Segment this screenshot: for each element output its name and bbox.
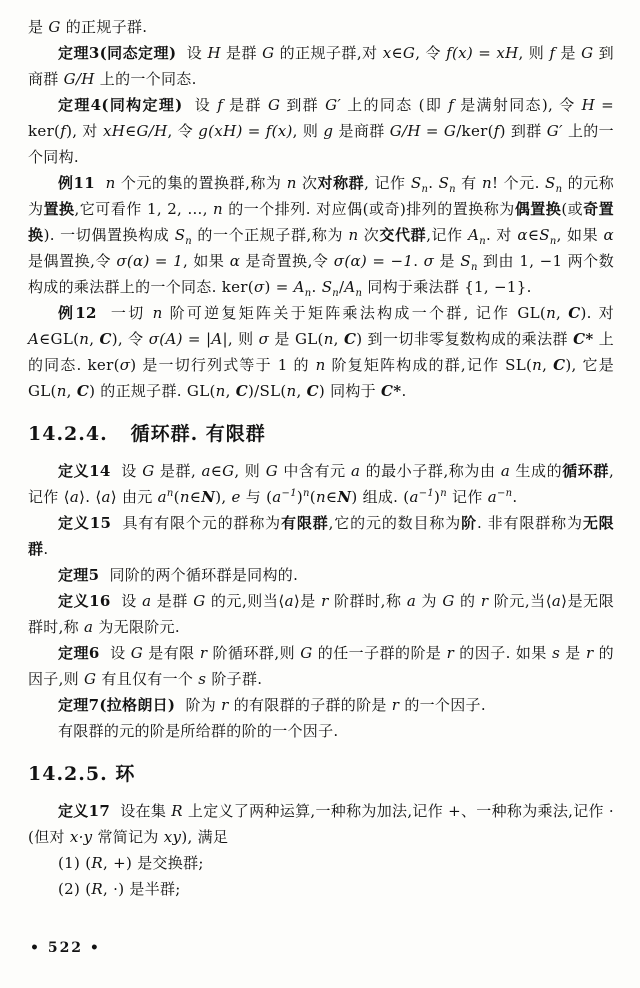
text-segment: 的最小子群,称为由 [360, 462, 501, 480]
text-segment: , [333, 330, 344, 348]
text-segment: σ [423, 252, 435, 270]
text-segment: a [351, 462, 361, 480]
text-segment: , 则 [234, 462, 266, 480]
text-segment: . [311, 278, 322, 296]
text-segment: ) 是一切行列式等于 1 的 [130, 356, 316, 374]
text-segment: a [409, 488, 419, 506]
text-segment: 记作 [446, 488, 488, 506]
text-segment: r [321, 592, 329, 610]
text-segment: ⟩是无限群时,称 [28, 592, 614, 636]
text-segment: R [91, 854, 103, 872]
text-segment: a [284, 592, 294, 610]
text-segment: x·y [69, 828, 93, 846]
text-segment: , 如果 [556, 226, 604, 244]
text-segment: n [152, 304, 163, 322]
text-segment: n [185, 236, 193, 247]
text-segment: C [99, 330, 112, 348]
text-segment: R [171, 802, 183, 820]
text-segment: α [603, 226, 614, 244]
text-segment: C [235, 382, 248, 400]
text-segment: . [413, 252, 424, 270]
text-segment: n [555, 184, 563, 195]
text-segment: G [265, 462, 279, 480]
text-segment: 是奇置换,令 [240, 252, 334, 270]
text-segment: 的元称为 [28, 174, 615, 218]
text-segment: a [84, 618, 94, 636]
text-segment: )/SL( [247, 382, 287, 400]
text-segment: 是 GL( [269, 330, 324, 348]
text-segment: G [193, 592, 206, 610]
text-segment: n [215, 382, 226, 400]
text-segment: . [512, 488, 518, 506]
text-segment: n [482, 174, 492, 192]
text-segment: 是群 [151, 592, 194, 610]
text-segment: ), 满足 [181, 828, 229, 846]
text-segment: 阶可逆复矩阵关于矩阵乘法构成一个群, 记作 GL( [162, 304, 547, 322]
text-segment: C [306, 382, 319, 400]
text-segment: 个元的集的置换群,称为 [115, 174, 287, 192]
text-segment: 设 [176, 44, 208, 62]
text-segment: S [410, 174, 422, 192]
text-segment: (2) ( [58, 880, 92, 898]
text-segment: 设在集 [110, 802, 172, 820]
paragraph [28, 876, 614, 902]
text-segment: 同阶的两个循环群是同构的. [99, 566, 299, 584]
text-segment: 次 [358, 226, 380, 244]
text-segment: ) 的正规子群. GL( [89, 382, 216, 400]
text-segment: . [43, 540, 49, 558]
paragraph [28, 850, 614, 876]
text-segment: ! 个元. [491, 174, 546, 192]
text-segment: , 则 [227, 330, 259, 348]
text-segment: 奇置换 [28, 200, 614, 244]
text-segment: H [581, 96, 596, 114]
text-segment: (1) ( [58, 854, 92, 872]
text-segment: r [199, 644, 208, 662]
text-segment: n [532, 356, 543, 374]
text-segment: f(x) = xH [446, 44, 519, 62]
text-segment: . 对 [486, 226, 518, 244]
text-segment: G [142, 462, 155, 480]
text-segment: σ [258, 330, 270, 348]
paragraph [28, 798, 614, 850]
text-segment: ,它的元的数目称为 [328, 514, 462, 532]
text-segment: 设 [110, 462, 143, 480]
text-segment: , [542, 356, 554, 374]
text-segment: , [89, 330, 100, 348]
paragraph [28, 92, 614, 170]
text-segment: C* [573, 330, 594, 348]
text-segment: S [460, 252, 471, 270]
paragraph [28, 14, 614, 40]
text-segment: S [438, 174, 450, 192]
text-segment: . 非有限群称为 [476, 514, 583, 532]
text-segment: f [448, 96, 455, 114]
text-segment: ∈GL( [39, 330, 80, 348]
text-segment: 是满射同态), 令 [454, 96, 582, 114]
text-segment: = ker( [28, 96, 614, 140]
text-segment: 阶元,当⟨ [488, 592, 552, 610]
text-segment: 置换 [43, 200, 75, 218]
text-segment: 偶置换 [514, 200, 562, 218]
text-segment: 循环群. 有限群 [107, 423, 266, 445]
text-segment: 一切 [96, 304, 153, 322]
text-segment: n [315, 488, 326, 506]
text-segment: A [28, 330, 40, 348]
text-segment: ∈ [210, 462, 223, 480]
text-segment: σ [119, 356, 131, 374]
text-segment: ), 令 [111, 330, 149, 348]
text-segment: n [421, 184, 429, 195]
text-segment: ), 对 [66, 122, 103, 140]
text-segment: σ(α) = −1 [333, 252, 414, 270]
text-segment: ,记作 [426, 226, 469, 244]
text-segment: n [166, 488, 174, 499]
text-segment: σ [253, 278, 265, 296]
text-segment: n [449, 184, 456, 195]
text-segment: 同构于乘法群 {1, −1}. [362, 278, 532, 296]
text-segment: ( [309, 488, 316, 506]
text-segment: G′ [546, 122, 563, 140]
text-segment: 定理7(拉格朗日) [58, 696, 176, 714]
text-segment: 设 [182, 96, 218, 114]
text-segment: 设 [99, 644, 131, 662]
text-segment: G [222, 462, 235, 480]
text-segment: n [56, 382, 67, 400]
text-segment: R [91, 880, 103, 898]
text-segment: ) 到一切非零复数构成的乘法群 [356, 330, 574, 348]
paragraph [28, 562, 614, 588]
text-segment: n [286, 382, 297, 400]
text-segment: 阶子群. [206, 670, 263, 688]
text-segment: , [556, 304, 569, 322]
text-segment: , 则 [292, 122, 324, 140]
text-segment: G [48, 18, 61, 36]
text-segment: C [568, 304, 581, 322]
text-segment: N [201, 488, 216, 506]
text-segment: C [553, 356, 566, 374]
text-segment: 交代群 [379, 226, 427, 244]
text-segment: ). 对 [580, 304, 615, 322]
text-segment: G [300, 644, 313, 662]
text-segment: e [231, 488, 241, 506]
text-segment: , +) 是交换群; [102, 854, 204, 872]
text-segment: n [179, 488, 190, 506]
text-segment: 14.2.5. [28, 763, 108, 785]
paragraph [28, 300, 614, 404]
text-segment: xH∈G/H [102, 122, 168, 140]
text-segment: n [440, 488, 447, 499]
text-segment: σ(A) = |A| [148, 330, 228, 348]
text-segment: 是群 [220, 44, 263, 62]
text-segment: n [79, 330, 90, 348]
text-segment: 阶循环群,则 [207, 644, 301, 662]
text-segment: 无限群 [28, 514, 614, 558]
text-segment: a [500, 462, 511, 480]
text-segment: , 则 [518, 44, 550, 62]
text-segment: 定理6 [58, 644, 100, 662]
document-content [28, 14, 614, 902]
text-segment: −1 [418, 488, 435, 499]
text-segment: f [549, 44, 556, 62]
text-segment: 有限群的元的阶是所给群的阶的一个因子. [58, 722, 339, 740]
text-segment: ) 同构于 [318, 382, 382, 400]
text-segment: 到群 [280, 96, 326, 114]
text-segment: n [546, 304, 557, 322]
text-segment: , 如果 [182, 252, 230, 270]
text-segment: / [339, 278, 345, 296]
text-segment: g [323, 122, 334, 140]
text-segment: a [101, 488, 111, 506]
text-segment: 是商群 [333, 122, 390, 140]
text-segment: 循环群 [562, 462, 609, 480]
text-segment: 定义14 [58, 462, 111, 480]
text-segment: , [296, 382, 307, 400]
text-segment: G [581, 44, 594, 62]
text-segment: ( [173, 488, 180, 506]
text-segment: G [442, 592, 455, 610]
text-segment: 为 [416, 592, 443, 610]
text-segment: C [343, 330, 357, 348]
text-segment: 环 [107, 763, 136, 785]
text-segment: ,记作 ⟨ [28, 462, 615, 506]
text-segment: , [66, 382, 77, 400]
text-segment: r [585, 644, 594, 662]
text-segment: n [479, 236, 486, 247]
section-heading [28, 762, 614, 786]
text-segment: 是群, [154, 462, 202, 480]
text-segment: 有 [455, 174, 483, 192]
text-segment: . [428, 174, 439, 192]
text-segment: 具有有限个元的群称为 [111, 514, 282, 532]
text-segment: a [406, 592, 417, 610]
text-segment: A [344, 278, 356, 296]
paragraph [28, 640, 614, 692]
text-segment: 上的同态 (即 [341, 96, 449, 114]
text-segment: 是 [434, 252, 461, 270]
text-segment: 次 [296, 174, 318, 192]
text-segment: = [420, 122, 444, 140]
text-segment: ⟩. ⟨ [79, 488, 102, 506]
text-segment: S [545, 174, 556, 192]
text-segment: −1 [281, 488, 297, 499]
text-segment: 对称群 [317, 174, 365, 192]
text-segment: S [321, 278, 333, 296]
text-segment: , ·) 是半群; [102, 880, 181, 898]
text-segment: , 令 [415, 44, 447, 62]
text-segment: H [207, 44, 221, 62]
text-segment: s [552, 644, 561, 662]
text-segment: 有限群 [281, 514, 329, 532]
text-segment: ), 它是 GL( [28, 356, 615, 400]
paragraph [28, 170, 614, 300]
text-segment: 定义17 [58, 802, 111, 820]
text-segment: 阶群时,称 [328, 592, 407, 610]
text-segment: 的任一子群的阶是 [312, 644, 447, 662]
text-segment: n [213, 200, 223, 218]
text-segment: ) = [264, 278, 294, 296]
text-segment: 定义16 [58, 592, 111, 610]
text-segment: , [225, 382, 236, 400]
text-segment: 上的一个同构. [28, 122, 614, 166]
text-segment: f [60, 122, 67, 140]
text-segment: ), [215, 488, 232, 506]
text-segment: G [267, 96, 281, 114]
text-segment: 与 ( [240, 488, 273, 506]
text-segment: , 令 [167, 122, 199, 140]
text-segment: 生成的 [510, 462, 563, 480]
text-segment: 为无限阶元. [93, 618, 180, 636]
text-segment: 上的一个同态. [94, 70, 197, 88]
text-segment: n [315, 356, 326, 374]
text-segment: 是 [555, 44, 582, 62]
text-segment: G [130, 644, 144, 662]
text-segment: a [487, 488, 497, 506]
page-number: • 522 • [30, 940, 101, 956]
text-segment: ) 到群 [499, 122, 547, 140]
text-segment: ) [296, 488, 304, 506]
text-segment: C [76, 382, 90, 400]
text-segment: a [142, 592, 152, 610]
text-segment: n [332, 288, 340, 299]
text-segment: G [84, 670, 97, 688]
paragraph [28, 718, 614, 744]
text-segment: 是群 [223, 96, 268, 114]
text-segment: C* [381, 382, 402, 400]
text-segment: /ker( [456, 122, 494, 140]
text-segment: 阶复矩阵构成的群,记作 SL( [325, 356, 533, 374]
text-segment: 14.2.4. [28, 423, 108, 445]
text-segment: ∈ [325, 488, 338, 506]
text-segment: 是偶置换,令 [28, 252, 117, 270]
text-segment: G/H [389, 122, 421, 140]
text-segment: s [198, 670, 207, 688]
text-segment: n [303, 488, 310, 499]
paragraph [28, 510, 614, 562]
text-segment: g(xH) = f(x) [198, 122, 293, 140]
text-segment: 上的同态. ker( [28, 330, 614, 374]
text-segment: 的因子. 如果 [454, 644, 553, 662]
text-segment: 的正规子群,对 [274, 44, 383, 62]
text-segment: 是 [28, 18, 49, 36]
text-segment: A [293, 278, 305, 296]
text-segment: 到由 1, −1 两个数构成的乘法群上的一个同态. ker( [28, 252, 615, 296]
text-segment: 定理5 [58, 566, 100, 584]
text-segment: 中含有元 [278, 462, 351, 480]
text-segment: 设 [110, 592, 143, 610]
text-segment: f [493, 122, 500, 140]
text-segment: 阶 [461, 514, 477, 532]
text-segment: 上定义了两种运算,一种称为加法,记作 +、一种称为乘法,记作 · (但对 [28, 802, 614, 846]
text-segment: N [337, 488, 352, 506]
text-segment: r [480, 592, 489, 610]
text-segment: r [391, 696, 400, 714]
text-segment: n [286, 174, 297, 192]
text-segment: α∈S [517, 226, 550, 244]
text-segment: ) [434, 488, 441, 506]
paragraph [28, 458, 614, 510]
text-segment: f [217, 96, 224, 114]
text-segment: G [262, 44, 275, 62]
text-segment: n [470, 262, 478, 273]
section-heading [28, 422, 614, 446]
text-segment: ⟩是 [293, 592, 322, 610]
paragraph [28, 40, 614, 92]
text-segment: a [69, 488, 80, 506]
text-segment: 的因子,则 [28, 644, 614, 688]
text-segment: 阶为 [175, 696, 222, 714]
text-segment: r [221, 696, 229, 714]
text-segment: r [446, 644, 455, 662]
text-segment: 的一个因子. [399, 696, 486, 714]
text-segment [95, 174, 106, 192]
text-segment: 例12 [58, 304, 97, 322]
text-segment: n [304, 288, 312, 299]
text-segment: xy [163, 828, 182, 846]
text-segment: 是 [560, 644, 586, 662]
text-segment: G/H [63, 70, 95, 88]
text-segment: 定理4(同构定理) [58, 96, 183, 114]
text-segment: 常简记为 [92, 828, 164, 846]
text-segment: n [549, 236, 557, 247]
text-segment: x∈G [382, 44, 416, 62]
text-segment: 的一个正规子群,称为 [192, 226, 349, 244]
text-segment: 的正规子群. [60, 18, 148, 36]
text-segment: −n [496, 488, 513, 499]
text-segment: n [355, 288, 363, 299]
paragraph [28, 588, 614, 640]
text-segment: 的元,则当⟨ [205, 592, 285, 610]
text-segment: 例11 [58, 174, 96, 192]
text-segment: a [272, 488, 282, 506]
text-segment: (或 [561, 200, 584, 218]
text-segment: ⟩ 由元 [110, 488, 158, 506]
text-segment: 是有限 [143, 644, 200, 662]
text-segment: n [348, 226, 359, 244]
text-segment: . [401, 382, 407, 400]
text-segment: 的有限群的子群的阶是 [228, 696, 392, 714]
text-segment: G [443, 122, 457, 140]
text-segment: n [105, 174, 116, 192]
text-segment: , 记作 [364, 174, 411, 192]
text-segment: S [174, 226, 186, 244]
text-segment: ) 组成. ( [351, 488, 410, 506]
text-segment: 到商群 [28, 44, 614, 88]
text-segment: 定理3(同态定理) [58, 44, 177, 62]
text-segment: A [468, 226, 480, 244]
text-segment: ,它可看作 1, 2, …, [74, 200, 214, 218]
text-segment: ∈ [189, 488, 202, 506]
text-segment: n [323, 330, 334, 348]
text-segment: 有且仅有一个 [96, 670, 199, 688]
text-segment: G′ [325, 96, 342, 114]
text-segment: a [551, 592, 562, 610]
text-segment: a [201, 462, 211, 480]
text-segment: 的一个排列. 对应偶(或奇)排列的置换称为 [223, 200, 515, 218]
text-segment: ). 一切偶置换构成 [43, 226, 175, 244]
text-segment: 的 [454, 592, 481, 610]
text-segment: 定义15 [58, 514, 112, 532]
text-segment: σ(α) = 1 [116, 252, 183, 270]
text-segment: α [229, 252, 241, 270]
paragraph [28, 692, 614, 718]
text-segment: a [157, 488, 167, 506]
